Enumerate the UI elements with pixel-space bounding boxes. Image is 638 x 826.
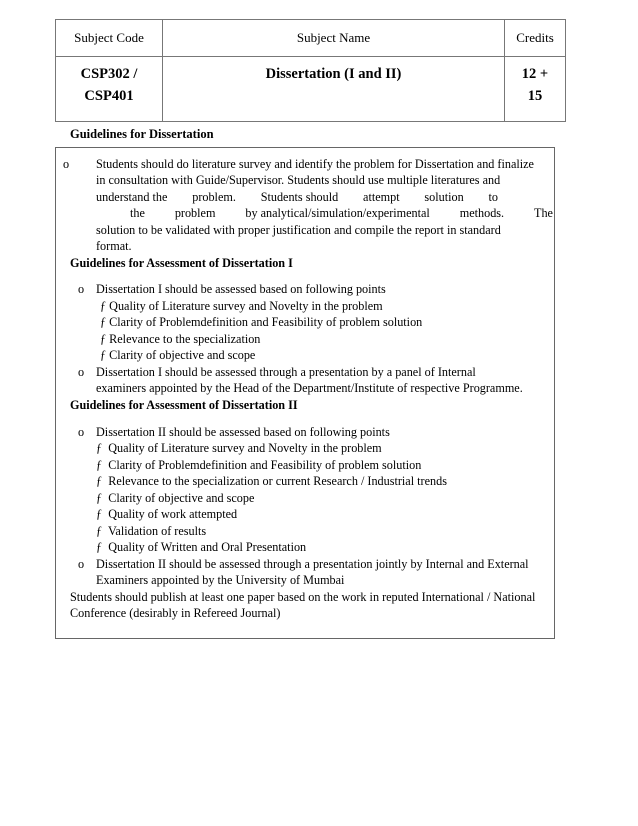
word: solution [424, 190, 464, 204]
item-text: Relevance to the specialization or current Research / Industrial trends [108, 474, 447, 488]
item-text: Validation of results [107, 524, 207, 538]
word: by analytical/simulation/experimental [245, 206, 430, 220]
item-text: Quality of Literature survey and Novelty in the problem [109, 299, 383, 313]
bullet-icon: ƒ [96, 441, 103, 455]
list-item [96, 473, 447, 489]
dissertation-line-6: format. [96, 239, 132, 253]
item-text: Relevance to the specialization [109, 332, 261, 346]
assessment-2-presentation-2: Examiners appointed by the University of Mumbai [96, 573, 345, 587]
credits-cell [505, 57, 566, 122]
item-text: Quality of work attempted [108, 507, 238, 521]
guidelines-title: Guidelines for Dissertation [70, 127, 214, 141]
table-row [56, 57, 566, 122]
dissertation-line-5: solution to be validated with proper justification and compile the report in standard [96, 223, 501, 237]
bullet-icon: ƒ [96, 458, 103, 472]
list-item [96, 539, 306, 555]
bullet-icon: ƒ [100, 299, 107, 313]
item-text: Quality of Literature survey and Novelty in the problem [108, 441, 382, 455]
credits-line2: 15 [527, 88, 543, 104]
header-subject-name: Subject Name [163, 20, 505, 57]
list-item [96, 523, 206, 539]
word: The [534, 206, 553, 220]
list-item [100, 314, 422, 330]
word: understand the [96, 190, 168, 204]
list-item [100, 347, 255, 363]
bullet-icon: ƒ [96, 524, 103, 538]
dissertation-line-3 [96, 189, 498, 205]
list-item [96, 457, 421, 473]
assessment-1-intro: Dissertation I should be assessed based on following points [96, 282, 386, 296]
assessment-1-presentation-2: examiners appointed by the Head of the Department/Institute of respective Programme. [96, 381, 523, 395]
item-text: Clarity of Problemdefinition and Feasibility of problem solution [108, 458, 422, 472]
word: the [130, 206, 145, 220]
item-text: Clarity of objective and scope [109, 348, 256, 362]
publication-note-1: Students should publish at least one paper based on the work in reputed International / National [70, 590, 536, 604]
word: methods. [459, 206, 505, 220]
table-header-row [56, 20, 566, 57]
publication-note-2: Conference (desirably in Refereed Journal) [70, 606, 281, 620]
bullet-circle: o [78, 557, 85, 571]
assessment-2-presentation-1: Dissertation II should be assessed through a presentation jointly by Internal and External [96, 557, 529, 571]
item-text: Clarity of Problemdefinition and Feasibility of problem solution [109, 315, 423, 329]
bullet-icon: ƒ [96, 507, 103, 521]
bullet-icon: ƒ [96, 540, 103, 554]
bullet-icon: ƒ [100, 332, 107, 346]
subject-code-line2: CSP401 [84, 88, 134, 104]
header-credits: Credits [505, 20, 566, 57]
list-item [96, 440, 382, 456]
bullet-icon: ƒ [96, 474, 103, 488]
word: Students should [260, 190, 339, 204]
item-text: Quality of Written and Oral Presentation [108, 540, 307, 554]
bullet-icon: ƒ [96, 491, 103, 505]
bullet-circle: o [78, 425, 85, 439]
bullet-circle: o [78, 282, 85, 296]
header-subject-code: Subject Code [56, 20, 163, 57]
bullet-circle: o [63, 157, 70, 171]
bullet-circle: o [78, 365, 85, 379]
dissertation-line-1: Students should do literature survey and identify the problem for Dissertation and finalize [96, 157, 534, 171]
subject-table [55, 19, 566, 122]
word: to [488, 190, 498, 204]
list-item [100, 331, 260, 347]
dissertation-line-2: in consultation with Guide/Supervisor. Students should use multiple literatures and [96, 173, 501, 187]
subject-name-cell: Dissertation (I and II) [163, 57, 505, 122]
word: problem [174, 206, 216, 220]
subject-code-cell [56, 57, 163, 122]
assessment-2-title: Guidelines for Assessment of Dissertation II [70, 398, 298, 412]
item-text: Clarity of objective and scope [108, 491, 255, 505]
assessment-1-title: Guidelines for Assessment of Dissertation I [70, 256, 293, 270]
bullet-icon: ƒ [100, 315, 107, 329]
word: problem. [192, 190, 236, 204]
bullet-icon: ƒ [100, 348, 107, 362]
credits-line1: 12 + [521, 66, 549, 82]
word: attempt [363, 190, 400, 204]
list-item [96, 506, 237, 522]
subject-code-line1: CSP302 / [80, 66, 138, 82]
dissertation-line-4 [130, 205, 553, 221]
list-item [96, 490, 254, 506]
list-item [100, 298, 383, 314]
assessment-1-presentation-1: Dissertation I should be assessed through a presentation by a panel of Internal [96, 365, 476, 379]
assessment-2-intro: Dissertation II should be assessed based on following points [96, 425, 390, 439]
